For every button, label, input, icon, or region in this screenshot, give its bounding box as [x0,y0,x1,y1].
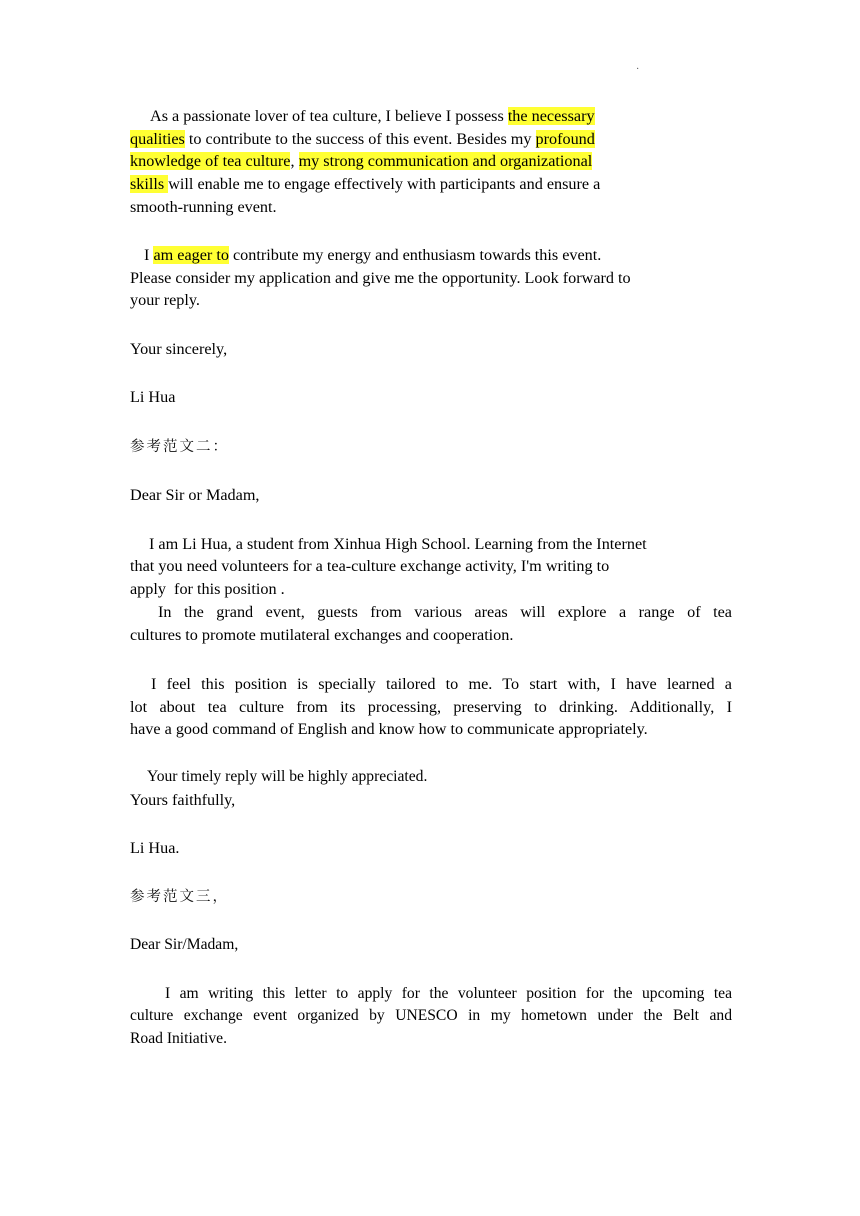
p1-line-3 [130,151,592,171]
p1-line-4 [130,174,600,194]
text-run: contribute my energy and enthusiasm towards this event. [228,246,602,264]
salutation-2: Dear Sir or Madam, [130,486,260,504]
p2-line-1 [144,245,601,265]
closing-1: Your sincerely, [130,340,228,358]
p1-line-5: smooth-running event. [130,198,277,216]
signature-2: Li Hua. [130,839,180,857]
text-run: will enable me to engage effectively with participants and ensure a [168,175,601,193]
salutation-3: Dear Sir/Madam, [130,936,239,953]
p7-line-2: culture exchange event organized by UNESCO in my hometown under the Belt and [130,1007,732,1024]
highlighted-text: profound [535,130,595,148]
highlighted-text: am eager to [153,246,229,264]
text-run: , [290,152,299,170]
p3-line-3: apply for this position . [130,580,285,598]
p3-line-2: that you need volunteers for a tea-culture exchange activity, I'm writing to [130,557,610,575]
highlighted-text: qualities [130,130,185,148]
signature-1: Li Hua [130,388,176,406]
p4-line-1: In the grand event, guests from various areas will explore a range of tea [158,603,732,621]
highlighted-text: skills [130,175,169,193]
p5-line-3: have a good command of English and know how to communicate appropriately. [130,720,648,738]
text-run: I [144,246,154,264]
p5-line-2: lot about tea culture from its processing, preserving to drinking. Additionally, I [130,698,732,716]
text-run: As a passionate lover of tea culture, I believe I possess [150,107,508,125]
text-run: to contribute to the success of this event. Besides my [184,130,536,148]
p2-line-3: your reply. [130,291,200,309]
sample-3-heading: 参考范文三， [130,889,229,905]
p7-line-1: I am writing this letter to apply for the volunteer position for the upcoming tea [165,985,732,1002]
p1-line-1 [150,106,595,126]
p1-line-2 [130,129,595,149]
closing-2: Yours faithfully, [130,791,236,809]
sample-2-heading: 参考范文二： [130,439,229,455]
p4-line-2: cultures to promote mutilateral exchanges and cooperation. [130,626,514,644]
p7-line-3: Road Initiative. [130,1030,228,1047]
highlighted-text: the necessary [507,107,595,125]
highlighted-text: knowledge of tea culture [130,152,291,170]
p6-line: Your timely reply will be highly appreciated. [147,768,428,785]
p3-line-1: I am Li Hua, a student from Xinhua High School. Learning from the Internet [149,535,647,553]
header-mark: · [636,64,640,75]
p5-line-1: I feel this position is specially tailored to me. To start with, I have learned a [151,675,732,693]
p2-line-2: Please consider my application and give me the opportunity. Look forward to [130,269,631,287]
highlighted-text: my strong communication and organizational [298,152,593,170]
